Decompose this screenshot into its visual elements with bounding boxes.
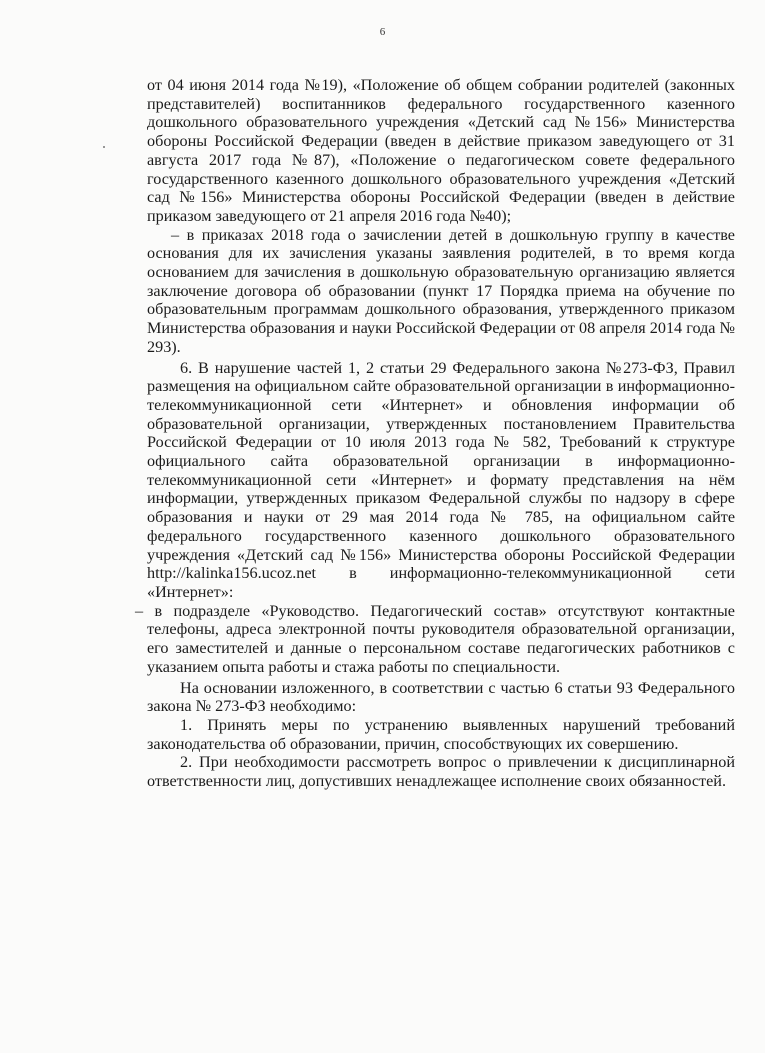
document-body xyxy=(135,76,735,791)
paragraph-statutes: от 04 июня 2014 года №19), «Положение об общем собрании родителей (законных представителей) воспитанников федерального государственного казенного дошкольного образовательного учреждения «Детский сад №156» Министерства обороны Российской Федерации (введен в действие приказом заведующего от 31 августа 2017 года №87), «Положение о педагогическом совете федерального государственного казенного дошкольного образовательного учреждения «Детский сад №156» Министерства обороны Российской Федерации (введен в действие приказом заведующего от 21 апреля 2016 года №40); xyxy=(147,76,735,225)
paragraph-conclusion: На основании изложенного, в соответствии с частью 6 статьи 93 Федерального закона № 273-ФЗ необходимо: xyxy=(147,678,735,716)
paragraph-item-6: 6. В нарушение частей 1, 2 статьи 29 Федерального закона №273-ФЗ, Правил размещения на официальном сайте образовательной организации в информационно-телекоммуникационной сети «Интернет» и обновления информации об образовательной организации, утвержденных постановлением Правительства Российской Федерации от 10 июля 2013 года № 582, Требований к структуре официального сайта образовательной организации в информационно-телекоммуникационной сети «Интернет» и формату представления на нём информации, утвержденных приказом Федеральной службы по надзору в сфере образования и науки от 29 мая 2014 года № 785, на официальном сайте федерального государственного казенного дошкольного образовательного учреждения «Детский сад №156» Министерства обороны Российской Федерации http://kalinka156.ucoz.net в информационно-телекоммуникационной сети «Интернет»: xyxy=(147,358,735,601)
paragraph-requirement-1: 1. Принять меры по устранению выявленных нарушений требований законодательства об образовании, причин, способствующих их совершению. xyxy=(147,715,735,753)
scan-speck xyxy=(103,146,105,148)
page-number: 6 xyxy=(379,26,386,38)
paragraph-requirement-2: 2. При необходимости рассмотреть вопрос о привлечении к дисциплинарной ответственности лиц, допустивших ненадлежащее исполнение своих обязанностей. xyxy=(147,753,735,791)
paragraph-enrollment-orders: – в приказах 2018 года о зачислении детей в дошкольную группу в качестве основания для их зачисления указаны заявления родителей, в то время когда основанием для зачисления в дошкольную образовательную организацию является заключение договора об образовании (пункт 17 Порядка приема на обучение по образовательным программам дошкольного образования, утвержденного приказом Министерства образования и науки Российской Федерации от 08 апреля 2014 года № 293). xyxy=(147,225,735,356)
paragraph-staff-section: – в подразделе «Руководство. Педагогический состав» отсутствуют контактные телефоны, адреса электронной почты руководителя образовательной организации, его заместителей и данные о персональном составе педагогических работников с указанием опыта работы и стажа работы по специальности. xyxy=(135,601,735,676)
